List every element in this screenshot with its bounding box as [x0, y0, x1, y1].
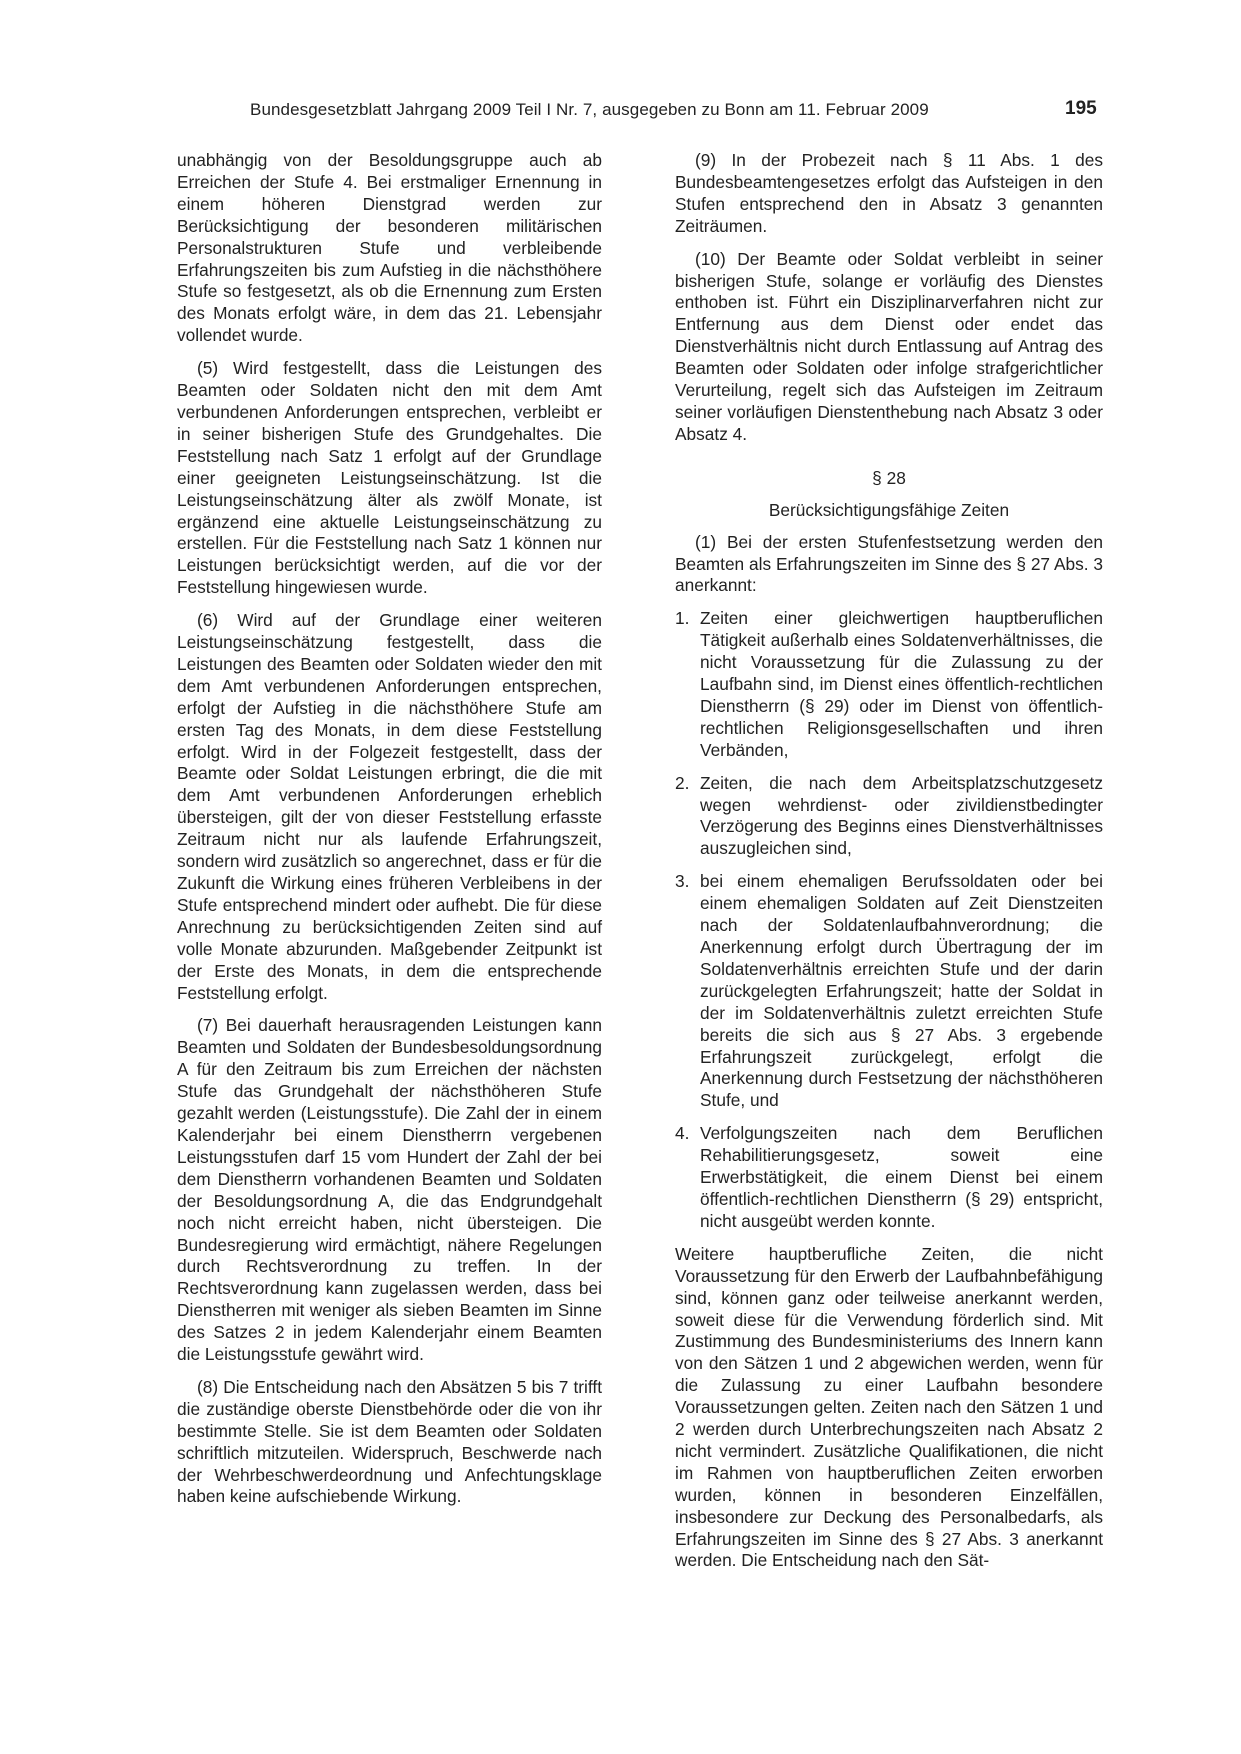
paragraph-9: (9) In der Probezeit nach § 11 Abs. 1 des Bundesbeamtengesetzes erfolgt das Aufsteigen in den Stufen entsprechend den in Absatz 3 genannten Zeiträumen. — [675, 150, 1103, 236]
list-text: Zeiten, die nach dem Arbeitsplatzschutzgesetz wegen wehrdienst- oder zivildienstbedingter Verzögerung des Beginns eines Dienstverhältnisses auszugleichen sind, — [700, 772, 1103, 859]
paragraph-6: (6) Wird auf der Grundlage einer weiteren Leistungseinschätzung festgestellt, dass die Leistungen des Beamten oder Soldaten wieder den mit dem Amt verbundenen Anforderungen entsprechen, erfolgt der Aufstieg in die nächsthöhere Stufe am ersten Tag des Monats, in dem diese Feststellung erfolgt. Wird in der Folgezeit festgestellt, dass der Beamte oder Soldat Leistungen erbringt, die die mit dem Amt verbundenen Anforderungen erheblich übersteigen, gilt der von dieser Feststellung erfasste Zeitraum nicht nur als laufende Erfahrungszeit, sondern wird zusätzlich so angerechnet, dass er für die Zukunft die Wirkung eines früheren Verbleibens in der Stufe entsprechend mindert oder aufhebt. Die für diese Anrechnung zu berücksichtigenden Zeiten sind auf volle Monate abzurunden. Maßgebender Zeitpunkt ist der Erste des Monats, in dem die entsprechende Feststellung erfolgt. — [177, 610, 602, 1003]
list-item — [675, 871, 1103, 1112]
continued-paragraph: unabhängig von der Besoldungsgruppe auch ab Erreichen der Stufe 4. Bei erstmaliger Ernennung in einem höheren Dienstgrad werden zur Berücksichtigung der besonderen militärischen Personalstrukturen Stufe und verbleibende Erfahrungszeiten bis zum Aufstieg in die nächsthöhere Stufe so festgesetzt, als ob die Ernennung zum Ersten des Monats erfolgt wäre, in dem das 21. Lebensjahr vollendet wurde. — [177, 150, 602, 346]
page-number: 195 — [1065, 98, 1097, 119]
paragraph-5: (5) Wird festgestellt, dass die Leistungen des Beamten oder Soldaten nicht den mit dem Amt verbundenen Anforderungen entsprechen, verbleibt er in seiner bisherigen Stufe des Grundgehaltes. Die Feststellung nach Satz 1 erfolgt auf der Grundlage einer geeigneten Leistungseinschätzung. Ist die Leistungseinschätzung älter als zwölf Monate, ist ergänzend eine aktuelle Leistungseinschätzung zu erstellen. Für die Feststellung nach Satz 1 können nur Leistungen berücksichtigt werden, auf die vor der Feststellung hingewiesen wurde. — [177, 358, 602, 598]
list-item — [675, 1123, 1103, 1233]
list-number: 4. — [675, 1123, 690, 1144]
list-number: 3. — [675, 871, 690, 892]
list-number: 1. — [675, 608, 690, 629]
right-column — [675, 150, 1103, 1583]
list-item — [675, 773, 1103, 861]
list-text: Verfolgungszeiten nach dem Beruflichen Rehabilitierungsgesetz, soweit eine Erwerbstätigkeit, die einem Dienst bei einem öffentlich-rechtlichen Dienstherrn (§ 29) entspricht, nicht ausgeübt werden konnte. — [700, 1123, 1103, 1231]
left-column — [177, 150, 602, 1519]
list-number: 2. — [675, 772, 690, 793]
section-title: Berücksichtigungsfähige Zeiten — [768, 499, 1010, 520]
list-item — [675, 608, 1103, 761]
section-number: § 28 — [872, 467, 906, 488]
paragraph-8: (8) Die Entscheidung nach den Absätzen 5 bis 7 trifft die zuständige oberste Dienstbehörde oder die von ihr bestimmte Stelle. Sie ist dem Beamten oder Soldaten schriftlich mitzuteilen. Widerspruch, Beschwerde nach der Wehrbeschwerdeordnung und Anfechtungsklage haben keine aufschiebende Wirkung. — [177, 1376, 602, 1507]
closing-paragraph: Weitere hauptberufliche Zeiten, die nicht Voraussetzung für den Erwerb der Laufbahnbefähigung sind, können ganz oder teilweise anerkannt werden, soweit diese für die Verwendung förderlich sind. Mit Zustimmung des Bundesministeriums des Innern kann von den Sätzen 1 und 2 abgewichen werden, wenn für die Zulassung zu einer Laufbahn besondere Voraussetzungen gelten. Zeiten nach den Sätzen 1 und 2 werden durch Unterbrechungszeiten nach Absatz 2 nicht vermindert. Zusätzliche Qualifikationen, die nicht im Rahmen von hauptberuflichen Zeiten erworben wurden, können in besonderen Einzelfällen, insbesondere zur Deckung des Personalbedarfs, als Erfahrungszeiten im Sinne des § 27 Abs. 3 anerkannt werden. Die Entscheidung nach den Sät- — [675, 1243, 1103, 1571]
list-text: bei einem ehemaligen Berufssoldaten oder bei einem ehemaligen Soldaten auf Zeit Dienstzeiten nach der Soldatenlaufbahnverordnung; die Anerkennung erfolgt durch Übertragung der im Soldatenverhältnis erreichten Stufe und der darin zurückgelegten Erfahrungszeit; hatte der Soldat in der im Soldatenverhältnis zuletzt erreichten Stufe bereits die sich aus § 27 Abs. 3 ergebende Erfahrungszeit zurückgelegt, erfolgt die Anerkennung durch Festsetzung der nächsthöheren Stufe, und — [700, 871, 1103, 1111]
paragraph-10: (10) Der Beamte oder Soldat verbleibt in seiner bisherigen Stufe, solange er vorläufig des Dienstes enthoben ist. Führt ein Disziplinarverfahren nicht zur Entfernung aus dem Dienst oder endet das Dienstverhältnis nicht durch Entlassung auf Antrag des Beamten oder Soldaten oder infolge strafgerichtlicher Verurteilung, regelt sich das Aufsteigen im Zeitraum seiner vorläufigen Dienstenthebung nach Absatz 3 oder Absatz 4. — [675, 248, 1103, 444]
list-text: Zeiten einer gleichwertigen hauptberuflichen Tätigkeit außerhalb eines Soldatenverhältnisses, die nicht Voraussetzung für die Zulassung zu der Laufbahn sind, im Dienst eines öffentlich-rechtlichen Dienstherrn (§ 29) oder im Dienst von öffentlich-rechtlichen Religionsgesellschaften und ihren Verbänden, — [700, 608, 1103, 760]
section-intro: (1) Bei der ersten Stufenfestsetzung werden den Beamten als Erfahrungszeiten im Sinne des § 27 Abs. 3 anerkannt: — [675, 531, 1103, 596]
gazette-header: Bundesgesetzblatt Jahrgang 2009 Teil I Nr. 7, ausgegeben zu Bonn am 11. Februar 2009 — [250, 100, 929, 119]
paragraph-7: (7) Bei dauerhaft herausragenden Leistungen kann Beamten und Soldaten der Bundesbesoldungsordnung A für den Zeitraum bis zum Erreichen der nächsten Stufe das Grundgehalt der nächsthöheren Stufe gezahlt werden (Leistungsstufe). Die Zahl der in einem Kalenderjahr bei einem Dienstherrn vergebenen Leistungsstufen darf 15 vom Hundert der Zahl der bei dem Dienstherrn vorhandenen Beamten und Soldaten der Besoldungsordnung A, die das Endgrundgehalt noch nicht erreicht haben, nicht übersteigen. Die Bundesregierung wird ermächtigt, nähere Regelungen durch Rechtsverordnung zu treffen. In der Rechtsverordnung kann zugelassen werden, dass bei Dienstherren mit weniger als sieben Beamten im Sinne des Satzes 2 in jedem Kalenderjahr einem Beamten die Leistungsstufe gewährt wird. — [177, 1015, 602, 1365]
